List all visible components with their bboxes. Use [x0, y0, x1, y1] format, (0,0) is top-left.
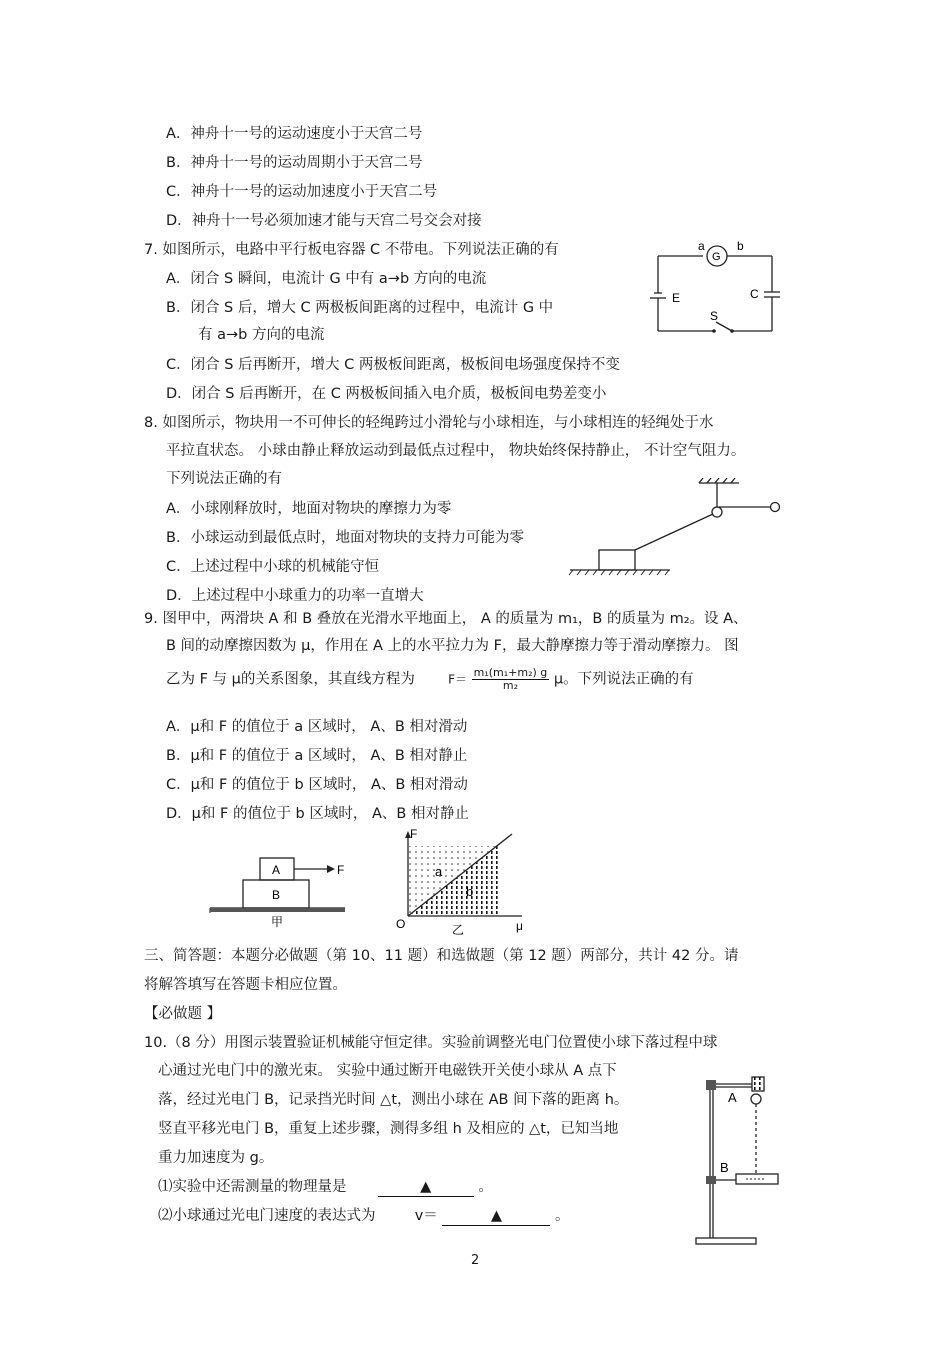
- q7-option-b-line2: 有 a→b 方向的电流: [198, 327, 325, 343]
- q10-part2-prompt: ⑵小球通过光电门速度的表达式为: [158, 1208, 376, 1224]
- q8-stem-line3: 下列说法正确的有: [166, 471, 282, 487]
- q9-option-d: D．μ和 F 的值位于 b 区域时， A、B 相对静止: [166, 806, 469, 822]
- q6-option-c: C．神舟十一号的运动加速度小于天宫二号: [166, 184, 438, 200]
- q6-option-d: D．神舟十一号必须加速才能与天宫二号交会对接: [166, 213, 482, 229]
- q7-switch-label: S: [710, 309, 719, 323]
- q9-stem-line3-text: 乙为 F 与 μ的关系图象，其直线方程为: [166, 671, 415, 688]
- q9-region-a-label: a: [435, 864, 443, 879]
- q9-formula-numerator: m₁(m₁+m₂) g: [473, 666, 548, 679]
- q9-stem-line3: [166, 667, 694, 692]
- q10-answer-blank-2[interactable]: ▲: [442, 1207, 550, 1226]
- q9-figure-jia: [205, 850, 355, 930]
- q9-formula-denominator: m₂: [502, 679, 519, 692]
- q10-part1-end: 。: [478, 1179, 493, 1195]
- q7-galvanometer-label: G: [712, 251, 721, 263]
- q9-axis-f-label: F: [410, 827, 418, 841]
- q9-option-a: A．μ和 F 的值位于 a 区域时， A、B 相对滑动: [166, 719, 468, 735]
- q8-option-d: D．上述过程中小球重力的功率一直增大: [166, 588, 424, 604]
- page-number: 2: [471, 1253, 480, 1268]
- q8-option-a: A．小球刚释放时，地面对物块的摩擦力为零: [166, 501, 452, 517]
- q10-part2-end: 。: [555, 1208, 570, 1224]
- upper-clamp-icon: [706, 1080, 716, 1090]
- q8-stem-line2: 平拉直状态。 小球由静止释放运动到最低点过程中， 物块始终保持静止， 不计空气阻力。: [166, 443, 746, 459]
- q10-part1-prompt: ⑴实验中还需测量的物理量是: [158, 1179, 347, 1195]
- q10-line2: 心通过光电门中的激光束。 实验中通过断开电磁铁开关使小球从 A 点下: [158, 1063, 617, 1079]
- q9-formula-lhs: F＝: [448, 672, 468, 687]
- q10-part2: [158, 1207, 570, 1226]
- q9-formula-fraction: [472, 667, 550, 692]
- q7-option-d: D．闭合 S 后再断开，在 C 两极板间插入电介质，极板间电势差变小: [166, 386, 607, 402]
- switch-contact-icon: [730, 329, 734, 333]
- q7-capacitor-label: C: [750, 287, 759, 301]
- q10-line4: 竖直平移光电门 B，重复上述步骤，测得多组 h 及相应的 △t，已知当地: [158, 1121, 619, 1137]
- electromagnet-icon: [752, 1077, 764, 1091]
- q10-point-b-label: B: [720, 1160, 729, 1175]
- section3-line2: 将解答填写在答题卡相应位置。: [144, 977, 347, 993]
- q8-pulley-diagram: [565, 478, 790, 578]
- q9-region-b-label: b: [466, 884, 474, 899]
- q7-option-a: A．闭合 S 瞬间，电流计 G 中有 a→b 方向的电流: [166, 271, 487, 287]
- required-heading: 【必做题 】: [144, 1006, 222, 1022]
- q6-option-a: A．神舟十一号的运动速度小于天宫二号: [166, 126, 423, 142]
- q9-formula-tail: μ。下列说法正确的有: [553, 671, 694, 688]
- lower-clamp-icon: [706, 1176, 716, 1184]
- force-arrow-icon: [327, 865, 335, 873]
- q9-origin-label: O: [396, 917, 406, 931]
- q8-stem-line1: 8. 如图所示，物块用一不可伸长的轻绳跨过小滑轮与小球相连，与小球相连的轻绳处于水: [144, 415, 714, 431]
- q6-option-b: B．神舟十一号的运动周期小于天宫二号: [166, 155, 423, 171]
- q8-option-b: B．小球运动到最低点时，地面对物块的支持力可能为零: [166, 530, 524, 546]
- q7-label-b: b: [737, 239, 744, 253]
- q10-apparatus-diagram: [688, 1072, 788, 1252]
- q10-line1: 10.（8 分）用图示装置验证机械能守恒定律。实验前调整光电门位置使小球下落过程中球: [144, 1035, 718, 1051]
- q10-part2-v: v＝: [414, 1208, 438, 1224]
- q7-label-a: a: [698, 239, 705, 253]
- q9-block-b-label: B: [272, 888, 281, 902]
- q10-line3: 落，经过光电门 B，记录挡光时间 △t，测出小球在 AB 间下落的距离 h。: [158, 1092, 629, 1108]
- q10-answer-blank-1[interactable]: ▲: [378, 1178, 474, 1197]
- q10-line5: 重力加速度为 g。: [158, 1150, 274, 1166]
- q10-part1: [158, 1178, 493, 1197]
- q9-option-c: C．μ和 F 的值位于 b 区域时， A、B 相对滑动: [166, 777, 468, 793]
- q9-axis-mu-label: μ: [516, 919, 523, 933]
- q9-figure-yi: [390, 826, 535, 941]
- q9-caption-yi: 乙: [452, 923, 465, 937]
- q7-stem: 7. 如图所示，电路中平行板电容器 C 不带电。下列说法正确的有: [144, 242, 559, 258]
- q9-caption-jia: 甲: [271, 915, 284, 929]
- q9-stem-line1: 9. 图甲中，两滑块 A 和 B 叠放在光滑水平地面上， A 的质量为 m₁，B 的质量为 m₂。设 A、: [144, 611, 748, 627]
- q10-point-a-label: A: [728, 1090, 737, 1105]
- q8-option-c: C．上述过程中小球的机械能守恒: [166, 559, 380, 575]
- q7-option-b-line1: B．闭合 S 后，增大 C 两极板间距离的过程中，电流计 G 中: [166, 300, 554, 316]
- q7-battery-label: E: [672, 291, 681, 305]
- q7-option-c: C．闭合 S 后再断开，增大 C 两极板间距离，极板间电场强度保持不变: [166, 357, 620, 373]
- q9-block-a-label: A: [272, 863, 281, 877]
- section3-line1: 三、简答题：本题分必做题（第 10、11 题）和选做题（第 12 题）两部分，共计 42 分。请: [144, 948, 739, 964]
- switch-pivot-icon: [712, 329, 716, 333]
- q9-stem-line2: B 间的动摩擦因数为 μ，作用在 A 上的水平拉力为 F，最大静摩擦力等于滑动摩擦力。 图: [166, 638, 739, 654]
- q7-circuit-diagram: [640, 236, 790, 336]
- q9-force-label: F: [337, 863, 345, 877]
- q9-option-b: B．μ和 F 的值位于 a 区域时， A、B 相对静止: [166, 748, 468, 764]
